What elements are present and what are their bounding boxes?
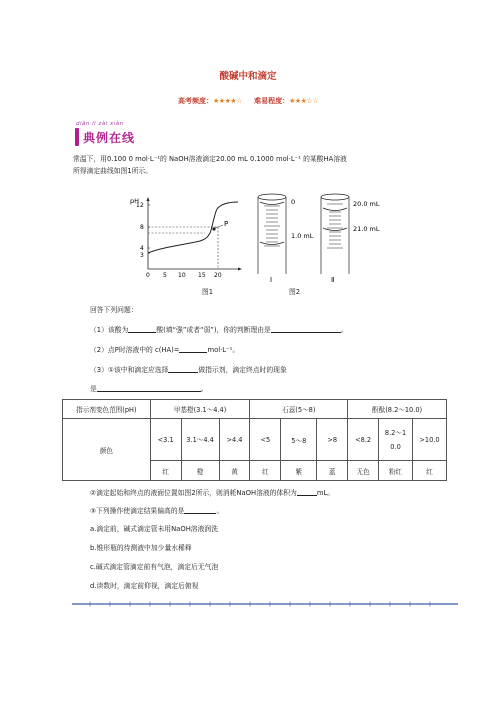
questions-lead: 回答下列问题： — [90, 306, 138, 314]
q3-middle: 做指示剂，滴定终点时的现象 — [198, 366, 287, 374]
q3-2-prefix: ②滴定起始和终点的液面位置如图2所示，则消耗NaOH溶液的体积为 — [90, 489, 297, 497]
table-header-methyl-orange: 甲基橙(3.1～4.4) — [150, 400, 250, 419]
table-color-cell: 红 — [413, 461, 447, 481]
question-3-2 — [90, 488, 334, 498]
table-color-cell: 黄 — [219, 461, 250, 481]
burette-2 — [321, 194, 380, 282]
table-color-cell: 粉红 — [379, 461, 413, 481]
question-3-3 — [90, 506, 223, 516]
question-1 — [90, 325, 348, 335]
table-range-cell: 8.2～10.0 — [379, 419, 413, 461]
point-p-pointer — [215, 225, 223, 228]
burette-1-meniscus — [260, 202, 284, 205]
table-color-cell: 无色 — [348, 461, 379, 481]
q3-continuation: 是 — [90, 385, 97, 393]
q3-3-suffix: 。 — [216, 507, 224, 515]
q3-2-suffix: mL。 — [316, 489, 335, 497]
burette-1-top-label: 0 — [291, 198, 296, 206]
q2-suffix: mol·L⁻¹。 — [207, 346, 240, 354]
option-c: c.碱式滴定管滴定前有气泡，滴定后无气泡 — [90, 563, 219, 571]
burette-2-level-end — [323, 228, 347, 231]
y-axis-arrow-icon — [147, 197, 150, 201]
point-p-label: P — [224, 220, 229, 228]
burette-1 — [258, 194, 314, 282]
q3-prefix: （3）①该中和滴定应选择 — [90, 366, 169, 374]
y-tick-label-12: 12 — [136, 202, 144, 209]
table-range-cell: <3.1 — [150, 419, 181, 461]
difficulty-label: 难易程度： — [254, 97, 290, 105]
banner-pinyin: diǎn lì zài xiàn — [76, 121, 124, 127]
table-color-cell: 红 — [150, 461, 181, 481]
q1-middle: 酸(填“强”或者“弱”)，你的判断理由是 — [156, 326, 271, 334]
burette-1-level-end — [260, 242, 284, 245]
burette-1-bottom-label: 1.0 mL — [291, 232, 314, 240]
section-banner — [73, 121, 169, 153]
frequency-label: 高考频度： — [178, 97, 214, 105]
burette-1-scale — [264, 206, 280, 246]
x-axis-arrow-icon — [238, 268, 242, 271]
x-tick-label-20: 20 — [214, 272, 222, 279]
table-color-cell: 红 — [250, 461, 281, 481]
table-range-cell: 5～8 — [281, 419, 317, 461]
table-header-phenolphthalein: 酚酞(8.2～10.0) — [348, 400, 447, 419]
table-range-cell: >4.4 — [219, 419, 250, 461]
q3-2-blank[interactable] — [297, 488, 317, 496]
table-header-row — [63, 400, 447, 419]
banner-title: 典例在线 — [83, 131, 136, 145]
q3-end: 。 — [200, 385, 208, 393]
table-color-cell: 蓝 — [317, 461, 348, 481]
titration-curve-figure — [128, 195, 248, 279]
y-axis-label: pH — [130, 197, 140, 205]
burette-2-bottom-label: 21.0 mL — [353, 225, 380, 233]
footer-divider — [70, 600, 460, 608]
q1-end: 。 — [340, 326, 348, 334]
frequency-stars: ★★★★☆ — [213, 97, 242, 105]
q1-blank-1[interactable] — [128, 325, 156, 333]
intro-line-2: 所得滴定曲线如图1所示。 — [73, 167, 153, 175]
table-range-cell: 3.1～4.4 — [181, 419, 219, 461]
table-range-cell: <5 — [250, 419, 281, 461]
q1-prefix: （1）该酸为 — [90, 326, 129, 334]
banner-bar-icon — [75, 128, 79, 146]
table-range-cell: >10.0 — [413, 419, 447, 461]
option-d: d.读数时，滴定前仰视，滴定后俯视 — [90, 582, 199, 590]
burette-1-top — [258, 194, 286, 200]
page-title: 酸碱中和滴定 — [219, 71, 277, 82]
q1-blank-2[interactable] — [271, 325, 341, 333]
option-b: b.锥形瓶的待测液中加少量水稀释 — [90, 544, 192, 552]
burette-2-meniscus — [323, 208, 347, 211]
y-tick-label-8: 8 — [140, 224, 144, 231]
q3-3-blank[interactable] — [184, 506, 216, 514]
burette-2-name: Ⅱ — [331, 276, 335, 282]
difficulty-meta — [0, 96, 496, 106]
q3-blank-2[interactable] — [97, 384, 201, 392]
q3-3-prefix: ③下列操作使滴定结果偏高的是 — [90, 507, 185, 515]
x-tick-label-0: 0 — [146, 272, 150, 279]
question-2 — [90, 345, 239, 355]
q3-blank-1[interactable] — [168, 365, 198, 373]
question-3 — [90, 365, 287, 375]
table-color-cell: 紫 — [281, 461, 317, 481]
intro-line-1: 常温下，用0.100 0 mol·L⁻¹的 NaOH溶液滴定20.00 mL 0.1000 mol·L⁻¹ 的某酸HA溶液 — [73, 155, 347, 163]
burette-2-top-label: 20.0 mL — [353, 200, 380, 208]
y-tick-label-3: 3 — [140, 252, 144, 259]
table-range-row — [63, 419, 447, 461]
table-color-cell: 橙 — [181, 461, 219, 481]
figure2-caption: 图2 — [289, 288, 301, 296]
burette-2-top — [321, 194, 349, 200]
y-tick-label-4: 4 — [140, 245, 144, 252]
burette-1-name: Ⅰ — [270, 276, 273, 282]
option-a: a.滴定前，碱式滴定管未用NaOH溶液润洗 — [90, 525, 218, 533]
indicator-table — [62, 399, 447, 481]
q2-blank[interactable] — [179, 345, 207, 353]
x-tick-label-5: 5 — [163, 272, 167, 279]
difficulty-stars: ★★★☆☆ — [289, 97, 318, 105]
table-header-range: 指示剂变色范围(pH) — [63, 400, 151, 419]
question-3-cont — [90, 384, 208, 394]
figure1-caption: 图1 — [202, 288, 214, 296]
burettes-figure — [255, 190, 380, 282]
table-color-label: 颜色 — [63, 419, 151, 481]
table-range-cell: <8.2 — [348, 419, 379, 461]
x-tick-label-10: 10 — [178, 272, 186, 279]
table-header-litmus: 石蕊(5～8) — [250, 400, 348, 419]
q2-prefix: （2）点P时溶液中的 c(HA)= — [90, 346, 180, 354]
table-range-cell: >8 — [317, 419, 348, 461]
x-tick-label-15: 15 — [198, 272, 206, 279]
